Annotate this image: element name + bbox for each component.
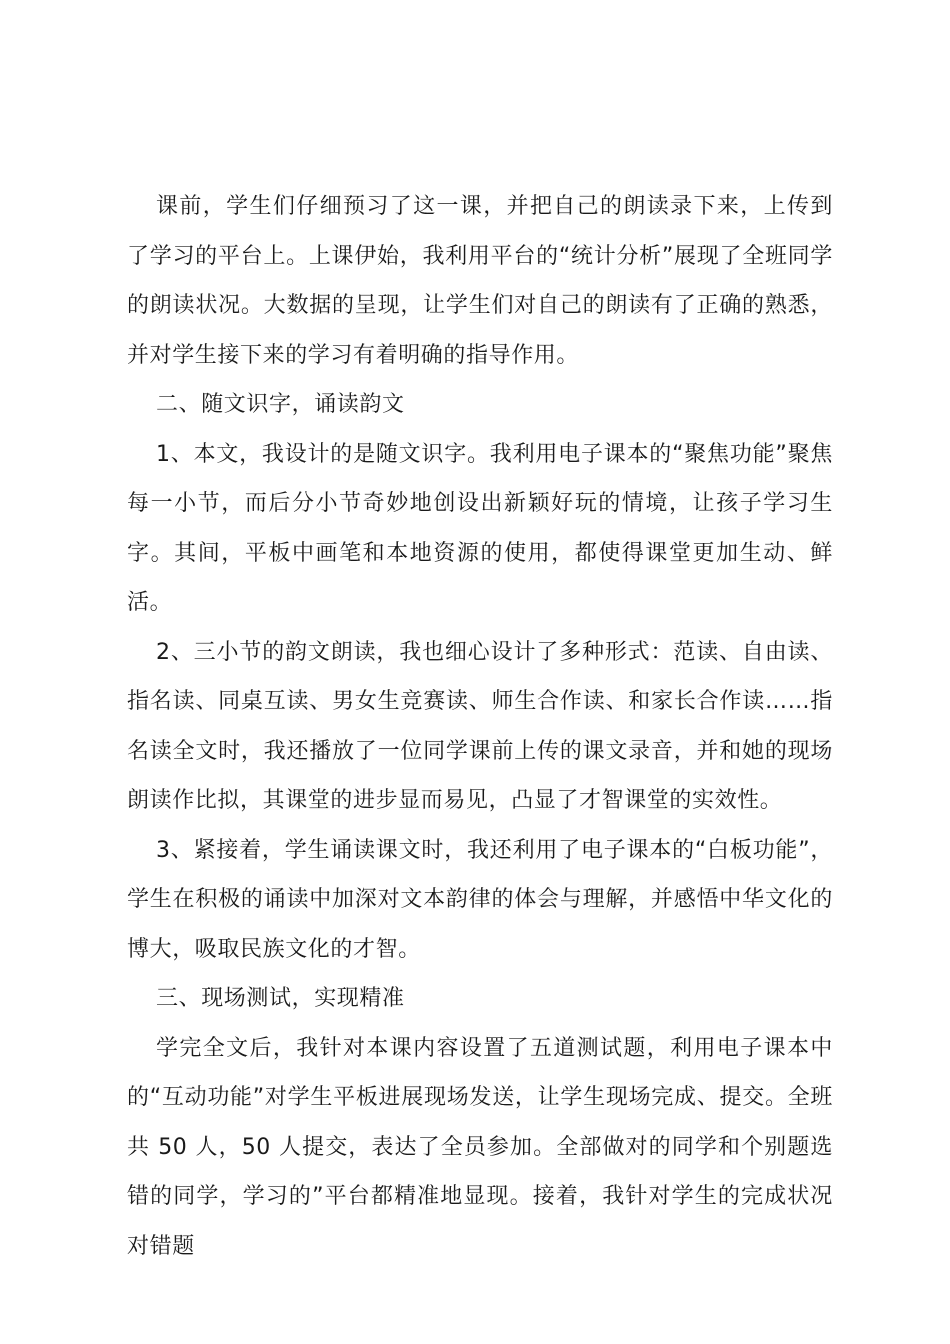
- paragraph-whiteboard-function: 3、紧接着，学生诵读课文时，我还利用了电子课本的“白板功能”，学生在积极的诵读中加深对文本韵律的体会与理解，并感悟中华文化的博大，吸取民族文化的才智。: [127, 837, 833, 962]
- paragraph-preview-recording: 课前，学生们仔细预习了这一课，并把自己的朗读录下来，上传到了学习的平台上。上课伊始，我利用平台的“统计分析”展现了全班同学的朗读状况。大数据的呈现，让学生们对自己的朗读有了正确的熟悉，并对学生接下来的学习有着明确的指导作用。: [127, 194, 833, 368]
- document-body: [127, 182, 833, 1271]
- paragraph-focus-function: 1、本文，我设计的是随文识字。我利用电子课本的“聚焦功能”聚焦每一小节，而后分小节奇妙地创设出新颖好玩的情境，让孩子学习生字。其间，平板中画笔和本地资源的使用，都使得课堂更加生动、鲜活。: [127, 441, 833, 615]
- section-heading-literacy: 二、随文识字，诵读韵文: [156, 392, 405, 417]
- section-heading-testing: 三、现场测试，实现精准: [156, 986, 405, 1011]
- paragraph-interactive-test: 学完全文后，我针对本课内容设置了五道测试题，利用电子课本中的“互动功能”对学生平板进展现场发送，让学生现场完成、提交。全班共 50 人，50 人提交，表达了全员参加。全部做对的同学和个别题选错的同学，学习的”平台都精准地显现。接着，我针对学生的完成状况对错题: [127, 1035, 833, 1259]
- paragraph-reading-forms: 2、三小节的韵文朗读，我也细心设计了多种形式：范读、自由读、指名读、同桌互读、男女生竞赛读、师生合作读、和家长合作读……指名读全文时，我还播放了一位同学课前上传的课文录音，并和她的现场朗读作比拟，其课堂的进步显而易见，凸显了才智课堂的实效性。: [127, 639, 833, 813]
